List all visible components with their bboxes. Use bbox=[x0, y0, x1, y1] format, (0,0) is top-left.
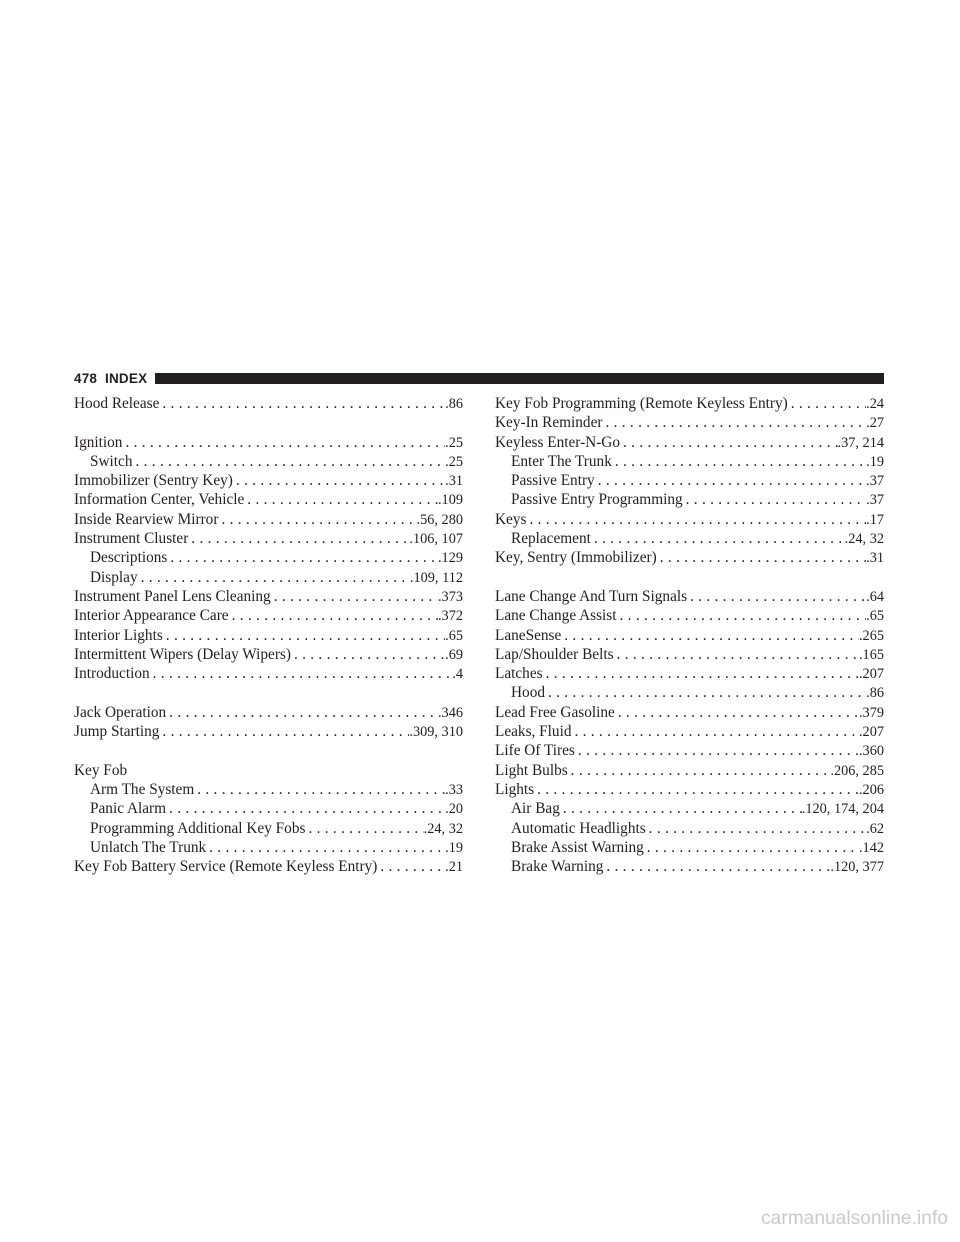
index-entry: Lap/Shoulder Belts . . . .165 bbox=[495, 645, 884, 664]
index-entry-heading: Key Fob bbox=[74, 761, 128, 779]
index-entry: Key Fob Battery Service (Remote Keyless Entry) . . . .21 bbox=[74, 857, 463, 876]
index-entry: Key, Sentry (Immobilizer) . . . .31 bbox=[495, 548, 884, 567]
index-entry: Key Fob Programming (Remote Keyless Entry) . . . .24 bbox=[495, 394, 884, 413]
index-entry: Jack Operation . . . .346 bbox=[74, 703, 463, 722]
index-entry: Lead Free Gasoline . . . .379 bbox=[495, 703, 884, 722]
index-subentry: Programming Additional Key Fobs . . . .24, 32 bbox=[74, 819, 463, 838]
index-entry: Lane Change Assist . . . .65 bbox=[495, 606, 884, 625]
index-entry: Life Of Tires . . . .360 bbox=[495, 741, 884, 760]
index-subentry: Brake Warning . . . .120, 377 bbox=[495, 857, 884, 876]
page-number: 478 bbox=[74, 371, 98, 386]
index-entry: Key-In Reminder . . . .27 bbox=[495, 413, 884, 432]
index-entry: Hood Release . . . .86 bbox=[74, 394, 463, 413]
index-entry: Instrument Cluster . . . .106, 107 bbox=[74, 529, 463, 548]
index-entry: Lane Change And Turn Signals . . . .64 bbox=[495, 587, 884, 606]
index-entry: Keyless Enter-N-Go . . . .37, 214 bbox=[495, 433, 884, 452]
index-subentry: Brake Assist Warning . . . .142 bbox=[495, 838, 884, 857]
section-title: INDEX bbox=[105, 371, 148, 386]
index-entry: Light Bulbs . . . .206, 285 bbox=[495, 761, 884, 780]
index-subentry: Enter The Trunk . . . .19 bbox=[495, 452, 884, 471]
index-subentry: Air Bag . . . .120, 174, 204 bbox=[495, 799, 884, 818]
index-subentry: Display . . . .109, 112 bbox=[74, 568, 463, 587]
index-subentry: Unlatch The Trunk . . . .19 bbox=[74, 838, 463, 857]
index-entry: Keys . . . .17 bbox=[495, 510, 884, 529]
index-subentry: Panic Alarm . . . .20 bbox=[74, 799, 463, 818]
index-entry: Information Center, Vehicle . . . .109 bbox=[74, 490, 463, 509]
watermark: carmanualsonline.info bbox=[761, 1208, 948, 1229]
index-column-right bbox=[495, 394, 884, 876]
index-subentry: Arm The System . . . .33 bbox=[74, 780, 463, 799]
index-column-left bbox=[74, 394, 463, 876]
index-subentry: Hood . . . .86 bbox=[495, 683, 884, 702]
index-entry: Jump Starting . . . .309, 310 bbox=[74, 722, 463, 741]
page-header bbox=[74, 371, 884, 386]
index-entry: Immobilizer (Sentry Key) . . . .31 bbox=[74, 471, 463, 490]
index-entry: Inside Rearview Mirror . . . .56, 280 bbox=[74, 510, 463, 529]
index-entry: Introduction . . . .4 bbox=[74, 664, 463, 683]
index-entry: Interior Lights . . . .65 bbox=[74, 626, 463, 645]
index-subentry: Descriptions . . . .129 bbox=[74, 548, 463, 567]
index-entry: Latches . . . .207 bbox=[495, 664, 884, 683]
index-entry: Leaks, Fluid . . . .207 bbox=[495, 722, 884, 741]
index-subentry: Passive Entry Programming . . . .37 bbox=[495, 490, 884, 509]
index-entry: Interior Appearance Care . . . .372 bbox=[74, 606, 463, 625]
index-subentry: Switch . . . .25 bbox=[74, 452, 463, 471]
index-subentry: Replacement . . . .24, 32 bbox=[495, 529, 884, 548]
index-entry: LaneSense . . . .265 bbox=[495, 626, 884, 645]
index-subentry: Automatic Headlights . . . .62 bbox=[495, 819, 884, 838]
header-rule bbox=[155, 373, 884, 384]
index-entry: Instrument Panel Lens Cleaning . . . .373 bbox=[74, 587, 463, 606]
index-entry: Intermittent Wipers (Delay Wipers) . . . .69 bbox=[74, 645, 463, 664]
index-entry: Ignition . . . .25 bbox=[74, 433, 463, 452]
index-subentry: Passive Entry . . . .37 bbox=[495, 471, 884, 490]
index-entry: Lights . . . .206 bbox=[495, 780, 884, 799]
